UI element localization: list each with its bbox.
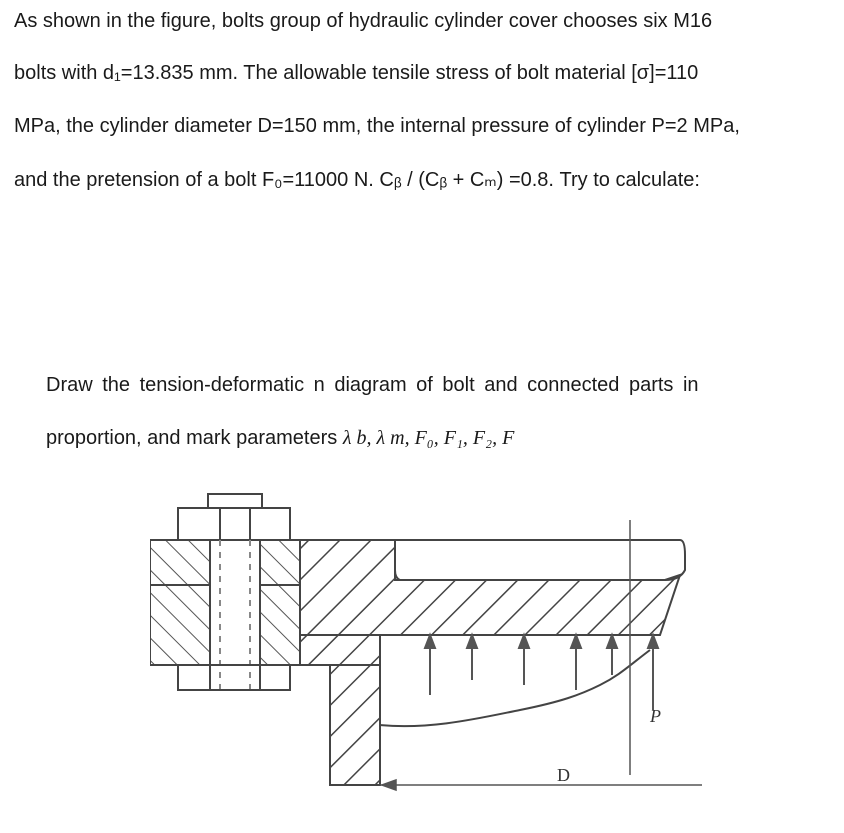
cylinder-cover-figure: [150, 480, 710, 810]
task-line-2: [46, 427, 514, 450]
cylinder-cover: [150, 540, 685, 635]
problem-line-3: MPa, the cylinder diameter D=150 mm, the internal pressure of cylinder P=2 MPa,: [14, 115, 740, 137]
task-line-2-text: proportion, and mark parameters: [46, 427, 343, 449]
diameter-label: D: [557, 765, 570, 785]
pressure-arrows: [425, 635, 658, 710]
problem-line-4: and the pretension of a bolt F₀=11000 N. Cᵦ / (Cᵦ + Cₘ) =0.8. Try to calculate:: [14, 169, 700, 191]
break-line: [380, 650, 650, 726]
bolt-head: [178, 494, 290, 540]
bolt-shank: [210, 540, 260, 690]
task-parameters: λ b, λ m, F₀, F₁, F₂, F: [342, 427, 515, 449]
task-line-1: Draw the tension-deformatic n diagram of bolt and connected parts in: [46, 374, 699, 396]
problem-line-1: As shown in the figure, bolts group of hydraulic cylinder cover chooses six M16: [14, 10, 713, 32]
problem-line-2: bolts with d₁=13.835 mm. The allowable tensile stress of bolt material [σ]=110: [14, 62, 699, 84]
pressure-label: P: [650, 706, 661, 726]
